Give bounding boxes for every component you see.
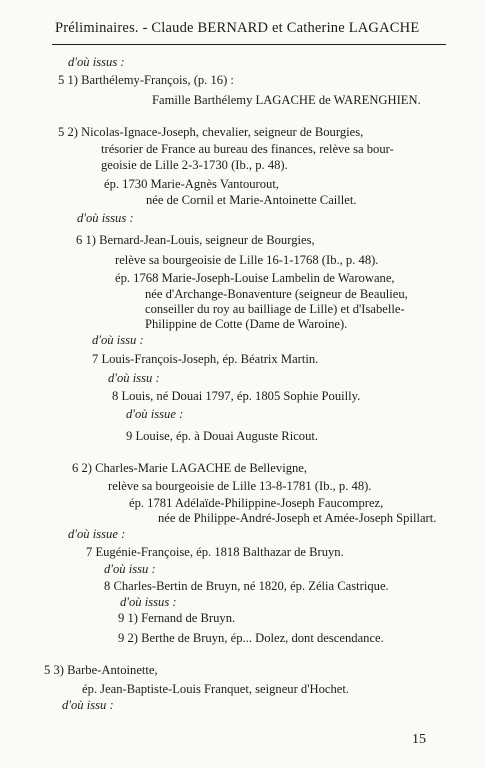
text-line: 7 Louis-François-Joseph, ép. Béatrix Martin. — [92, 352, 319, 366]
text-line: relève sa bourgeoisie de Lille 13-8-1781 (Ib., p. 48). — [108, 479, 372, 493]
text-line: 5 3) Barbe-Antoinette, — [44, 663, 158, 677]
text-line: geoisie de Lille 2-3-1730 (Ib., p. 48). — [101, 158, 288, 172]
text-line: d'où issus : — [68, 55, 125, 69]
text-line: 8 Louis, né Douai 1797, ép. 1805 Sophie Pouilly. — [112, 389, 361, 403]
text-line: relève sa bourgeoisie de Lille 16-1-1768 (Ib., p. 48). — [115, 253, 379, 267]
text-line: 5 2) Nicolas-Ignace-Joseph, chevalier, seigneur de Bourgies, — [58, 125, 364, 139]
text-line: d'où issu : — [104, 562, 156, 576]
text-line: 7 Eugénie-Françoise, ép. 1818 Balthazar de Bruyn. — [86, 545, 344, 559]
text-line: ép. 1768 Marie-Joseph-Louise Lambelin de Warowane, — [115, 271, 395, 285]
text-line: 5 1) Barthélemy-François, (p. 16) : — [58, 73, 234, 87]
page-number: 15 — [412, 732, 426, 747]
text-line: conseiller du roy au bailliage de Lille) et d'Isabelle- — [145, 302, 405, 316]
text-line: 9 1) Fernand de Bruyn. — [118, 611, 236, 625]
text-line: d'où issus : — [77, 211, 134, 225]
text-line: d'où issue : — [68, 527, 126, 541]
text-line: ép. 1781 Adélaïde-Philippine-Joseph Faucomprez, — [129, 496, 384, 510]
text-line: née de Philippe-André-Joseph et Amée-Joseph Spillart. — [158, 511, 437, 525]
text-line: née de Cornil et Marie-Antoinette Caillet. — [146, 193, 357, 207]
text-line: Philippine de Cotte (Dame de Waroine). — [145, 317, 348, 331]
text-line: d'où issu : — [108, 371, 160, 385]
text-line: d'où issue : — [126, 407, 184, 421]
text-line: ép. 1730 Marie-Agnès Vantourout, — [104, 177, 279, 191]
text-line: Famille Barthélemy LAGACHE de WARENGHIEN. — [152, 93, 421, 107]
header-rule — [52, 44, 446, 45]
text-line: d'où issus : — [120, 595, 177, 609]
text-line: 8 Charles-Bertin de Bruyn, né 1820, ép. Zélia Castrique. — [104, 579, 389, 593]
text-line: née d'Archange-Bonaventure (seigneur de Beaulieu, — [145, 287, 408, 301]
text-line: 6 1) Bernard-Jean-Louis, seigneur de Bourgies, — [76, 233, 315, 247]
text-line: 6 2) Charles-Marie LAGACHE de Bellevigne, — [72, 461, 308, 475]
text-line: ép. Jean-Baptiste-Louis Franquet, seigneur d'Hochet. — [82, 682, 350, 696]
text-line: 9 Louise, ép. à Douai Auguste Ricout. — [126, 429, 319, 443]
text-line: d'où issu : — [92, 333, 144, 347]
text-line: d'où issu : — [62, 698, 114, 712]
running-header: Préliminaires. - Claude BERNARD et Catherine LAGACHE — [55, 20, 420, 36]
text-line: 9 2) Berthe de Bruyn, ép... Dolez, dont descendance. — [118, 631, 384, 645]
text-line: trésorier de France au bureau des finances, relève sa bour- — [101, 142, 394, 156]
